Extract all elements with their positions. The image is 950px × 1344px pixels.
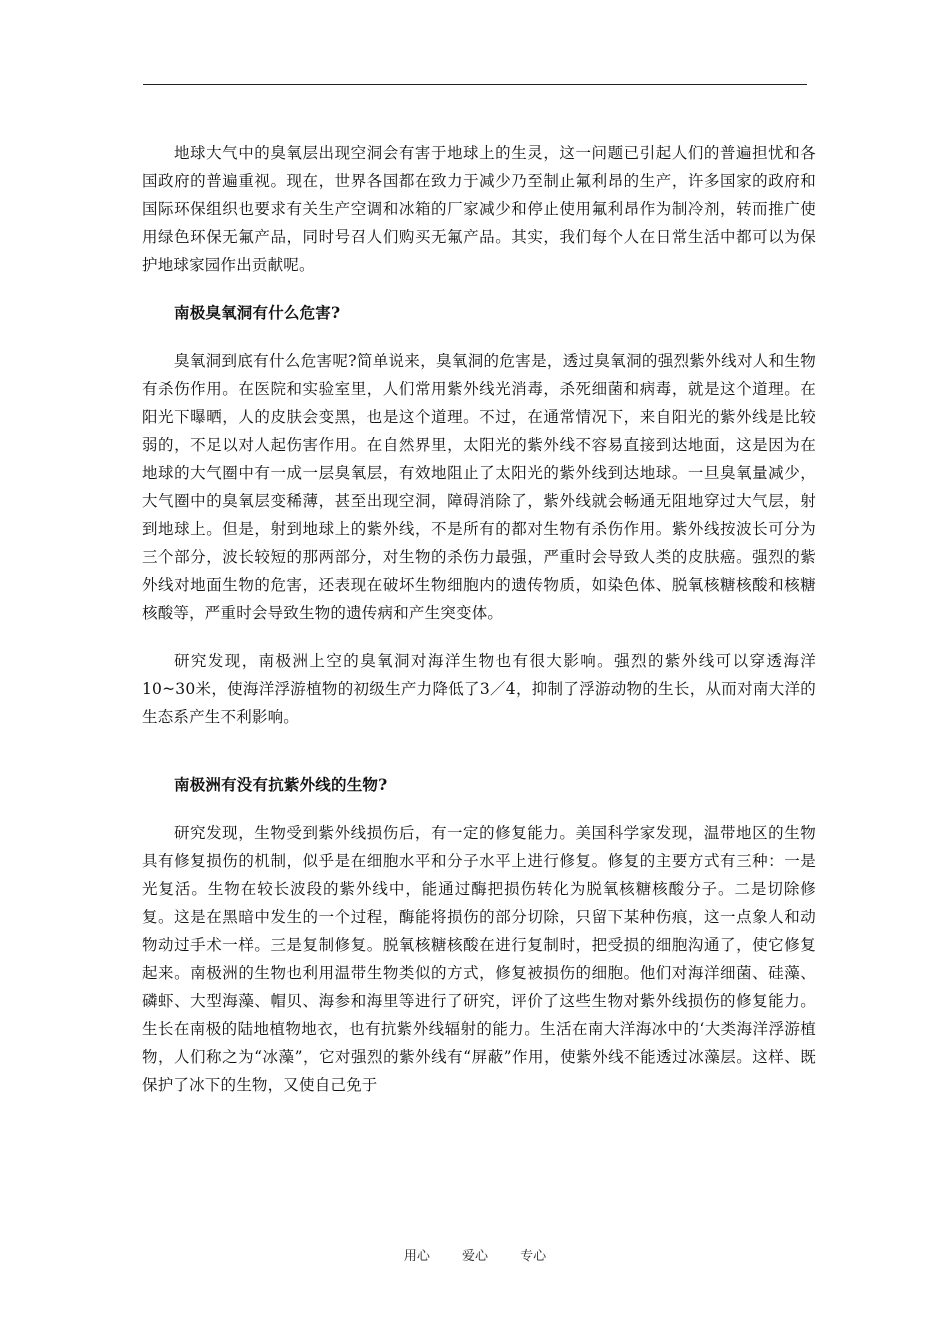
heading-ozone-hole-harm: 南极臭氧洞有什么危害? (174, 303, 341, 322)
paragraph-intro: 地球大气中的臭氧层出现空洞会有害于地球上的生灵，这一问题已引起人们的普遍担忧和各国政府的普遍重视。现在，世界各国都在致力于减少乃至制止氟利昂的生产，许多国家的政府和国际环保组织也要求有关生产空调和冰箱的厂家减少和停止使用氟利昂作为制冷剂，转而推广使用绿色环保无氟产品，同时号召人们购买无氟产品。其实，我们每个人在日常生活中都可以为保护地球家园作出贡献呢。 (142, 144, 816, 274)
footer-item: 专心 (520, 1249, 547, 1264)
paragraph-repair: 研究发现，生物受到紫外线损伤后，有一定的修复能力。美国科学家发现，温带地区的生物具有修复损伤的机制，似乎是在细胞水平和分子水平上进行修复。修复的主要方式有三种：一是光复活。生物在较长波段的紫外线中，能通过酶把损伤转化为脱氧核糖核酸分子。二是切除修复。这是在黑暗中发生的一个过程，酶能将损伤的部分切除，只留下某种伤痕，这一点象人和动物动过手术一样。三是复制修复。脱氧核糖核酸在进行复制时，把受损的细胞沟通了，使它修复起来。南极洲的生物也利用温带生物类似的方式，修复被损伤的细胞。他们对海洋细菌、硅藻、磷虾、大型海藻、帽贝、海参和海里等进行了研究，评价了这些生物对紫外线损伤的修复能力。生长在南极的陆地植物地衣，也有抗紫外线辐射的能力。生活在南大洋海冰中的‘大类海洋浮游植物，人们称之为“冰藻”，它对强烈的紫外线有“屏蔽”作用，使紫外线不能透过冰藻层。这样、既保护了冰下的生物，又使自己免于 (142, 824, 816, 1094)
heading-uv-resistant-life: 南极洲有没有抗紫外线的生物? (174, 775, 388, 794)
footer-item: 爱心 (461, 1249, 488, 1264)
paragraph-ozone-harm: 臭氧洞到底有什么危害呢?简单说来，臭氧洞的危害是，透过臭氧洞的强烈紫外线对人和生物有杀伤作用。在医院和实验室里，人们常用紫外线光消毒，杀死细菌和病毒，就是这个道理。在阳光下曝晒，人的皮肤会变黑，也是这个道理。不过，在通常情况下，来自阳光的紫外线是比较弱的，不足以对人起伤害作用。在自然界里，太阳光的紫外线不容易直接到达地面，这是因为在地球的大气圈中有一成一层臭氧层，有效地阻止了太阳光的紫外线到达地球。一旦臭氧量减少，大气圈中的臭氧层变稀薄，甚至出现空洞，障碍消除了，紫外线就会畅通无阻地穿过大气层，射到地球上。但是，射到地球上的紫外线，不是所有的都对生物有杀伤作用。紫外线按波长可分为三个部分，波长较短的那两部分，对生物的杀伤力最强，严重时会导致人类的皮肤癌。强烈的紫外线对地面生物的危害，还表现在破坏生物细胞内的遗传物质，如染色体、脱氧核糖核酸和核糖核酸等，严重时会导致生物的遗传病和产生突变体。 (142, 352, 816, 622)
paragraph-marine-impact: 研究发现，南极洲上空的臭氧洞对海洋生物也有很大影响。强烈的紫外线可以穿透海洋10~30米，使海洋浮游植物的初级生产力降低了3／4，抑制了浮游动物的生长，从而对南大洋的生态系产生不利影响。 (142, 652, 816, 726)
document-body (142, 139, 816, 1099)
page-footer (0, 1248, 950, 1266)
footer-item: 用心 (403, 1249, 430, 1264)
header-rule (143, 84, 807, 85)
